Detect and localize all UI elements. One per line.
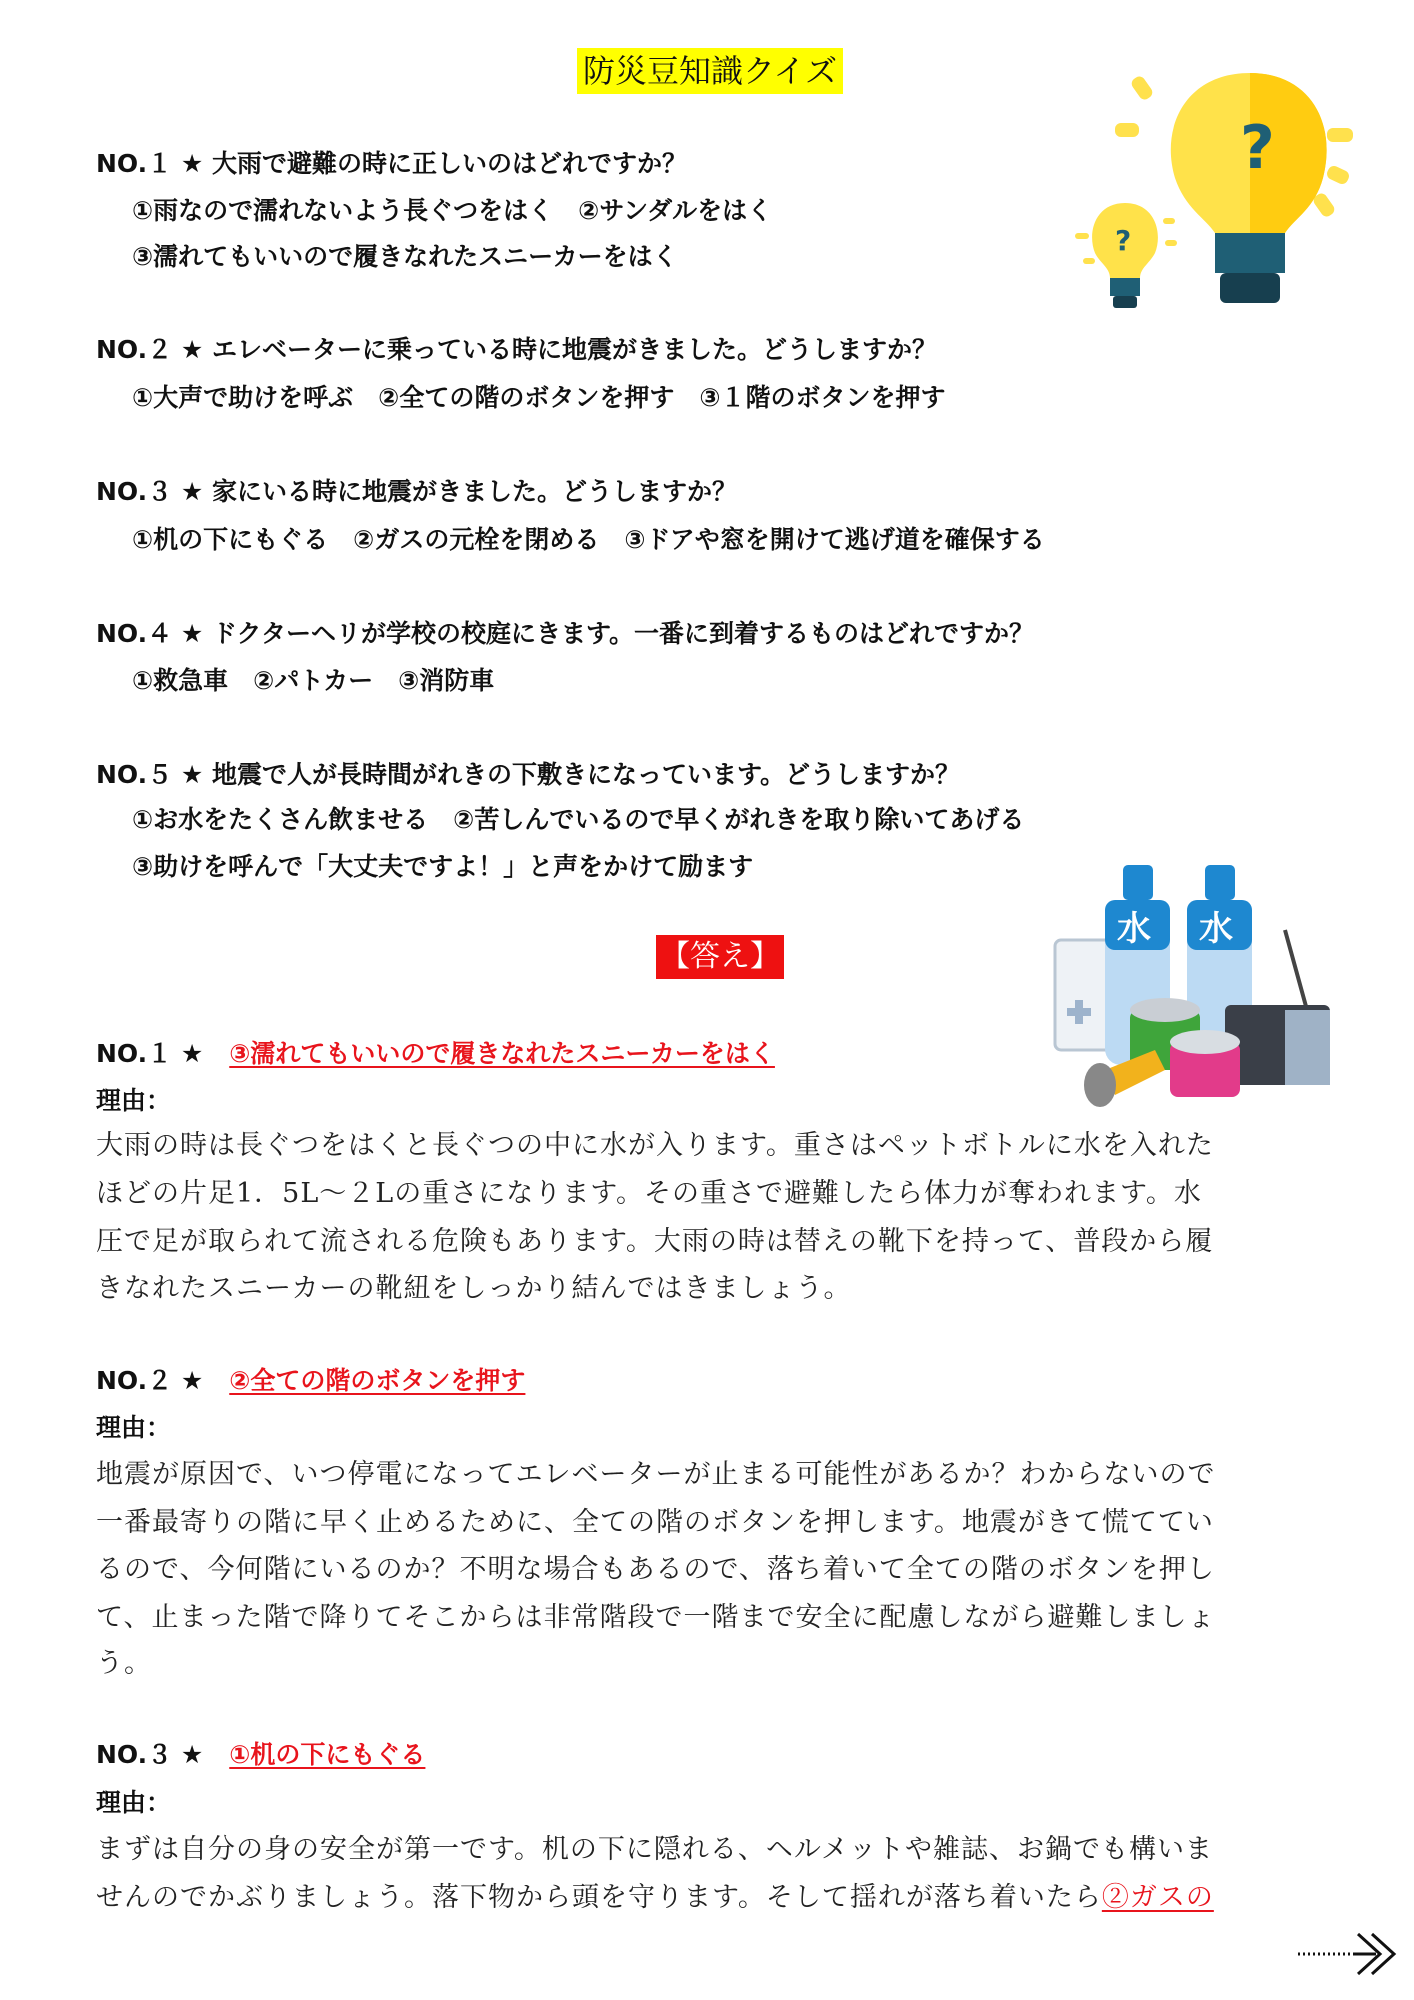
answers-heading: 【答え】 <box>656 935 784 979</box>
answer-2-line: う。 <box>96 1648 152 1679</box>
reason-label: 理由： <box>96 1413 172 1442</box>
question-5: NO.５ ★ 地震で人が長時間がれきの下敷きになっています。どうしますか？ <box>96 760 960 789</box>
question-1-options: ①雨なので濡れないよう長ぐつをはく ②サンダルをはく <box>132 196 773 225</box>
question-5-options: ①お水をたくさん飲ませる ②苦しんでいるので早くがれきを取り除いてあげる <box>132 805 1025 834</box>
emergency-supplies-icon <box>1045 860 1335 1110</box>
question-2-options: ①大声で助けを呼ぶ ②全ての階のボタンを押す ③１階のボタンを押す <box>132 383 946 412</box>
question-4: NO.４ ★ ドクターヘリが学校の校庭にきます。一番に到着するものはどれですか？ <box>96 619 1034 648</box>
answer-1-correct: ③濡れてもいいので履きなれたスニーカーをはく <box>229 1039 775 1068</box>
answer-2-header: NO.２ ★ ②全ての階のボタンを押す <box>96 1366 526 1395</box>
answer-3-line: せんのでかぶりましょう。落下物から頭を守ります。そして揺れが落ち着いたら②ガスの <box>96 1882 1214 1913</box>
answer-1-line: ほどの片足1．5L～２Lの重さになります。その重さで避難したら体力が奪われます。水 <box>96 1178 1202 1209</box>
answer-3-correct: ①机の下にもぐる <box>229 1740 426 1769</box>
next-page-arrow-icon[interactable] <box>1296 1930 1406 1978</box>
answer-1-line: 圧で足が取られて流される危険もあります。大雨の時は替えの靴下を持って、普段から履 <box>96 1226 1214 1257</box>
svg-text:?: ? <box>1115 224 1132 257</box>
reason-label: 理由： <box>96 1788 172 1817</box>
answer-1-line: 大雨の時は長ぐつをはくと長ぐつの中に水が入ります。重さはペットボトルに水を入れた <box>96 1130 1214 1161</box>
question-5-options: ③助けを呼んで「大丈夫ですよ！」と声をかけて励ます <box>132 852 754 881</box>
svg-text:水: 水 <box>1199 909 1233 949</box>
answer-2-line: て、止まった階で降りてそこからは非常階段で一階まで安全に配慮しながら避難しましょ <box>96 1602 1216 1633</box>
answer-2-correct: ②全ての階のボタンを押す <box>229 1366 526 1395</box>
question-3-options: ①机の下にもぐる ②ガスの元栓を閉める ③ドアや窓を開けて逃げ道を確保する <box>132 525 1045 554</box>
answer-2-line: るので、今何階にいるのか？不明な場合もあるので、落ち着いて全ての階のボタンを押し <box>96 1554 1215 1585</box>
answer-1-header: NO.１ ★ ③濡れてもいいので履きなれたスニーカーをはく <box>96 1039 775 1068</box>
answer-2-line: 地震が原因で、いつ停電になってエレベーターが止まる可能性があるか？わからないので <box>96 1459 1216 1490</box>
question-1-options: ③濡れてもいいので履きなれたスニーカーをはく <box>132 242 678 271</box>
question-2: NO.２ ★ エレベーターに乗っている時に地震がきました。どうしますか？ <box>96 335 937 364</box>
answer-1-line: きなれたスニーカーの靴紐をしっかり結んではきましょう。 <box>96 1273 852 1304</box>
svg-text:?: ? <box>1240 113 1275 183</box>
question-1: NO.１ ★ 大雨で避難の時に正しいのはどれですか？ <box>96 149 687 178</box>
answer-3-continued-highlight: ②ガスの <box>1101 1882 1214 1913</box>
reason-label: 理由： <box>96 1086 172 1115</box>
svg-text:水: 水 <box>1117 909 1151 949</box>
answer-3-header: NO.３ ★ ①机の下にもぐる <box>96 1740 426 1769</box>
lightbulb-question-icon <box>1065 68 1375 313</box>
question-3: NO.３ ★ 家にいる時に地震がきました。どうしますか？ <box>96 477 737 506</box>
question-4-options: ①救急車 ②パトカー ③消防車 <box>132 666 495 695</box>
answer-2-line: 一番最寄りの階に早く止めるために、全ての階のボタンを押します。地震がきて慌ててい <box>96 1507 1214 1538</box>
page-title: 防災豆知識クイズ <box>577 48 843 94</box>
answer-3-line: まずは自分の身の安全が第一です。机の下に隠れる、ヘルメットや雑誌、お鍋でも構いま <box>96 1834 1214 1865</box>
